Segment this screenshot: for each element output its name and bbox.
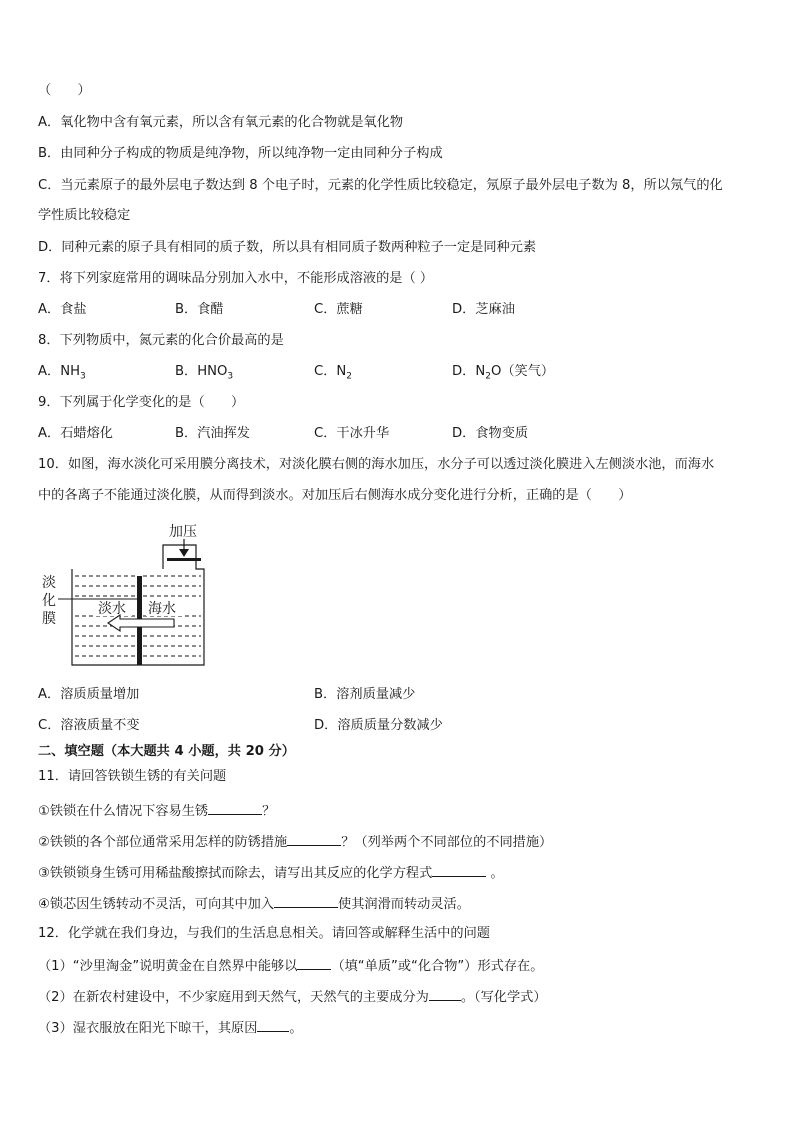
q8-c-text: C．N (314, 364, 347, 379)
q6-option-c-line1: C．当元素原子的最外层电子数达到 8 个电子时，元素的化学性质比较稳定，氖原子最外层电子数为 8，所以氖气的化 (38, 178, 723, 193)
q6-bracket: （ ） (38, 83, 91, 98)
q11-p1-text: ①铁锁在什么情况下容易生锈 (38, 804, 209, 819)
q11-p1-text-post: ？ (262, 804, 276, 819)
q11-p4-text: ④锁芯因生锈转动不灵活，可向其中加入 (38, 897, 275, 912)
q7-option-d: D．芝麻油 (452, 302, 515, 317)
q12-p2-text: （2）在新农村建设中，不少家庭用到天然气，天然气的主要成分为 (38, 990, 429, 1005)
q10-stem-line2: 中的各离子不能通过淡化膜，从而得到淡水。对加压后右侧海水成分变化进行分析，正确的是（ ） (38, 488, 632, 503)
q10-option-b: B．溶剂质量减少 (314, 687, 416, 702)
q11-p3-text-post: 。 (486, 866, 504, 881)
q8-a-text: A．NH (38, 364, 80, 379)
pressure-label: 加压 (169, 524, 197, 540)
q8-b-text: B．HNO (175, 364, 228, 379)
q11-p2-blank[interactable] (287, 832, 341, 846)
q8-a-subscript: 3 (80, 371, 86, 382)
q11-p2-text-post: ？（列举两个不同部位的不同措施） (341, 835, 553, 850)
q6-option-d: D．同种元素的原子具有相同的质子数，所以具有相同质子数两种粒子一定是同种元素 (38, 240, 537, 255)
q6-option-c-line2: 学性质比较稳定 (38, 208, 131, 223)
q7-option-a: A．食盐 (38, 302, 87, 317)
q7-stem: 7．将下列家庭常用的调味品分别加入水中，不能形成溶液的是（ ） (38, 271, 434, 286)
q6-option-a: A．氧化物中含有氧元素，所以含有氧元素的化合物就是氧化物 (38, 115, 404, 130)
q12-p3-blank[interactable] (257, 1018, 289, 1032)
q12-p1-text-post: （填“单质”或“化合物”）形式存在。 (331, 959, 544, 974)
q9-option-d: D．食物变质 (452, 426, 529, 441)
q10-stem-line1: 10．如图，海水淡化可采用膜分离技术，对淡化膜右侧的海水加压，水分子可以透过淡化膜进入左侧淡水池，而海水 (38, 457, 715, 472)
q8-d-text-post: O（笑气） (490, 364, 555, 379)
q12-p3-text: （3）湿衣服放在阳光下晾干，其原因 (38, 1021, 258, 1036)
q12-p1-text: （1）“沙里淘金”说明黄金在自然界中能够以 (38, 959, 298, 974)
q9-option-a: A．石蜡熔化 (38, 426, 113, 441)
q12-p2-blank[interactable] (429, 987, 461, 1001)
q11-p3-text: ③铁锁锁身生锈可用稀盐酸擦拭而除去，请写出其反应的化学方程式 (38, 866, 433, 881)
q8-d-text: D．N (452, 364, 486, 379)
q7-option-b: B．食醋 (175, 302, 224, 317)
q11-part-1 (38, 801, 275, 821)
membrane-label-2: 化 (42, 593, 56, 609)
q9-option-b: B．汽油挥发 (175, 426, 250, 441)
fresh-water-label: 淡水 (98, 601, 126, 617)
q6-option-b: B．由同种分子构成的物质是纯净物，所以纯净物一定由同种分子构成 (38, 146, 443, 161)
q8-option-a (38, 363, 86, 386)
q11-p4-text-post: 使其润滑而转动灵活。 (338, 897, 470, 912)
q8-b-subscript: 3 (227, 371, 234, 382)
q12-part-3 (38, 1018, 303, 1038)
q8-option-c (314, 363, 352, 386)
q11-part-3 (38, 863, 504, 883)
q8-d-subscript: 2 (485, 371, 491, 382)
q9-option-c: C．干冰升华 (314, 426, 390, 441)
q8-option-d (452, 363, 554, 386)
membrane-label-3: 膜 (42, 611, 56, 627)
q11-p2-text: ②铁锁的各个部位通常采用怎样的防锈措施 (38, 835, 288, 850)
q8-option-b (175, 363, 233, 386)
section-2-title: 二、填空题（本大题共 4 小题，共 20 分） (38, 744, 295, 759)
pressure-arrowhead (179, 549, 189, 557)
q11-p4-blank[interactable] (274, 894, 338, 908)
q12-part-2 (38, 987, 547, 1007)
q8-c-subscript: 2 (346, 371, 352, 382)
desalination-diagram (38, 515, 258, 675)
q10-option-a: A．溶质质量增加 (38, 687, 140, 702)
q10-option-d: D．溶质质量分数减少 (314, 718, 443, 733)
q10-option-c: C．溶液质量不变 (38, 718, 140, 733)
q9-stem: 9．下列属于化学变化的是（ ） (38, 395, 245, 410)
q8-stem: 8．下列物质中，氮元素的化合价最高的是 (38, 333, 284, 348)
q12-p2-text-post: 。（写化学式） (460, 990, 547, 1005)
q11-part-4 (38, 894, 470, 914)
q12-part-1 (38, 956, 543, 976)
q12-p1-blank[interactable] (297, 956, 331, 970)
q11-stem: 11．请回答铁锁生锈的有关问题 (38, 769, 227, 784)
q11-p1-blank[interactable] (208, 801, 262, 815)
membrane-label-1: 淡 (42, 575, 56, 591)
q12-p3-text-post: 。 (289, 1021, 303, 1036)
q11-part-2 (38, 832, 552, 852)
sea-water-label: 海水 (148, 601, 176, 617)
q11-p3-blank[interactable] (432, 863, 486, 877)
q7-option-c: C．蔗糖 (314, 302, 363, 317)
q12-stem: 12．化学就在我们身边，与我们的生活息息相关。请回答或解释生活中的问题 (38, 926, 490, 941)
